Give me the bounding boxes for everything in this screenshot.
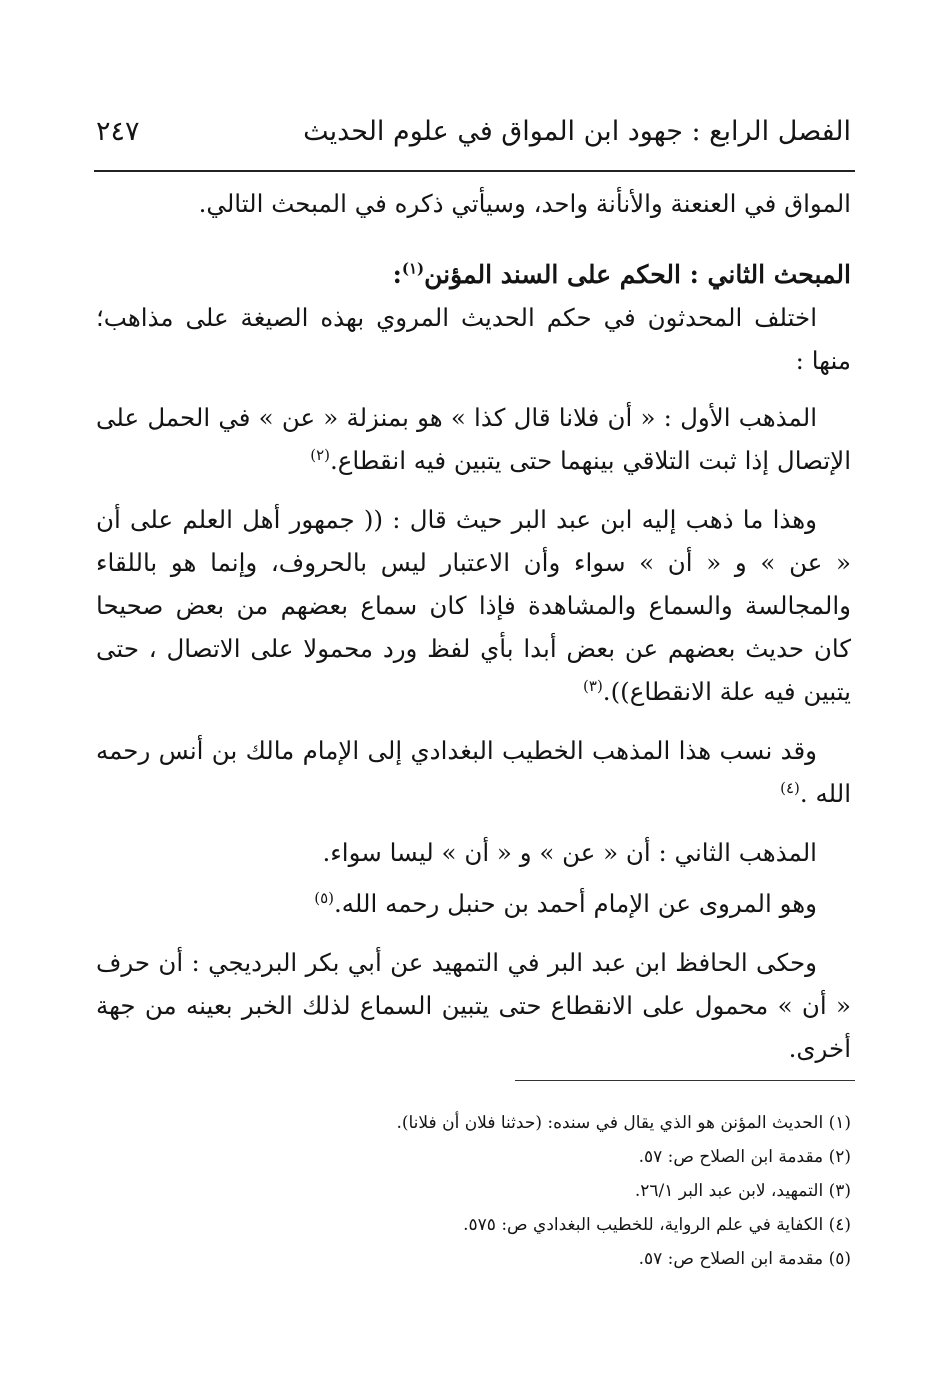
paragraph-text: وهو المروى عن الإمام أحمد بن حنبل رحمه الله. xyxy=(334,889,817,918)
section-heading xyxy=(96,253,851,296)
main-text xyxy=(96,182,851,1086)
paragraph-continuation xyxy=(96,182,851,225)
paragraph-text: المذهب الأول : « أن فلانا قال كذا » هو بمنزلة « عن » في الحمل على الإتصال إذا ثبت التلاقي بينهما حتى يتبين فيه انقطاع. xyxy=(96,403,851,475)
paragraph-ahmad-attribution xyxy=(96,882,851,925)
footnote-ref-4[interactable]: (٤) xyxy=(780,778,800,797)
footnote-ref-3[interactable]: (٣) xyxy=(583,676,603,695)
footnote-item: (٥) مقدمة ابن الصلاح ص: ٥٧. xyxy=(638,1249,851,1269)
document-page xyxy=(96,100,851,1360)
paragraph-first-school xyxy=(96,396,851,482)
footnote-ref-5[interactable]: (٥) xyxy=(314,888,334,907)
footnotes xyxy=(96,1106,851,1276)
paragraph-khatib-attribution xyxy=(96,729,851,815)
footnote-item: (١) الحديث المؤنن هو الذي يقال في سنده: (حدثنا فلان أن فلانا). xyxy=(396,1113,851,1133)
header-rule xyxy=(94,170,855,172)
paragraph-bardiji-report xyxy=(96,941,851,1070)
running-header xyxy=(96,110,851,160)
heading-colon: : xyxy=(392,260,402,289)
footnote-item: (٤) الكفاية في علم الرواية، للخطيب البغدادي ص: ٥٧٥. xyxy=(463,1215,851,1235)
paragraph-ibn-abd-al-barr-quote xyxy=(96,498,851,713)
heading-text: المبحث الثاني : الحكم على السند المؤنن xyxy=(424,260,851,289)
page-number: ٢٤٧ xyxy=(96,116,140,147)
paragraph-intro xyxy=(96,296,851,382)
paragraph-text: المواق في العنعنة والأنأنة واحد، وسيأتي ذكره في المبحث التالي. xyxy=(198,189,851,218)
paragraph-text: وهذا ما ذهب إليه ابن عبد البر حيث قال : (( جمهور أهل العلم على أن « عن » و « أن » سواء وأن الاعتبار ليس بالحروف، وإنما هو باللقاء والمجالسة والسماع والمشاهدة فإذا كان سماع بعضهم من بعض صحيحا كان حديث بعضهم عن بعض أبدا بأي لفظ ورد محمولا على الاتصال ، حتى يتبين فيه علة الانقطاع)). xyxy=(96,505,851,706)
footnote-ref-2[interactable]: (٢) xyxy=(310,445,331,464)
footnote-item: (٢) مقدمة ابن الصلاح ص: ٥٧. xyxy=(638,1147,851,1167)
chapter-title: الفصل الرابع : جهود ابن المواق في علوم الحديث xyxy=(303,116,851,147)
paragraph-second-school xyxy=(96,831,851,874)
paragraph-text: المذهب الثاني : أن « عن » و « أن » ليسا سواء. xyxy=(322,838,817,867)
paragraph-text: وحكى الحافظ ابن عبد البر في التمهيد عن أبي بكر البرديجي : أن حرف « أن » محمول على الانقطاع حتى يتبين السماع لذلك الخبر بعينه من جهة أخرى. xyxy=(96,948,851,1063)
footnote-item: (٣) التمهيد، لابن عبد البر ٢٦/١. xyxy=(634,1181,851,1201)
footnote-separator xyxy=(515,1080,855,1081)
paragraph-text: وقد نسب هذا المذهب الخطيب البغدادي إلى الإمام مالك بن أنس رحمه الله . xyxy=(96,736,851,808)
footnote-ref-1[interactable]: (١) xyxy=(401,259,425,278)
paragraph-text: اختلف المحدثون في حكم الحديث المروي بهذه الصيغة على مذاهب؛ منها : xyxy=(96,303,851,375)
